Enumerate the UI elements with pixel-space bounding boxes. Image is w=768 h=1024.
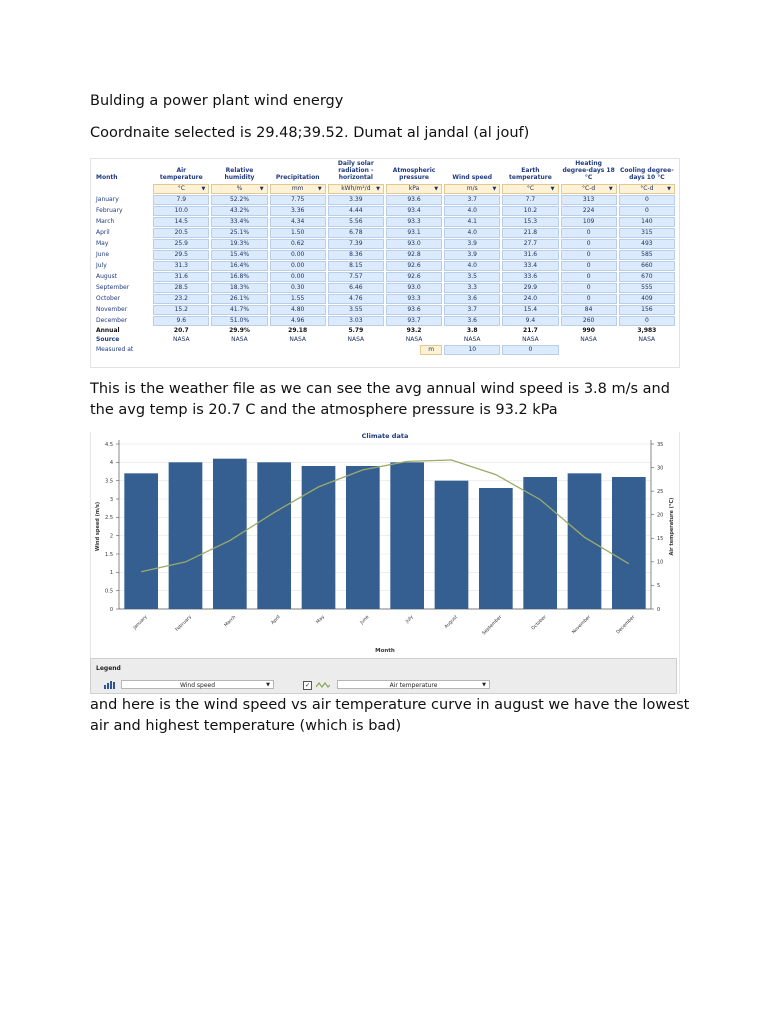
table-cell[interactable]: 315	[619, 228, 675, 238]
table-cell[interactable]: 16.8%	[211, 272, 267, 282]
y2-tick-label: 15	[657, 536, 664, 543]
x-tick-label: March	[223, 614, 238, 629]
table-cell[interactable]: 93.0	[386, 283, 442, 293]
table-cell[interactable]: 18.3%	[211, 283, 267, 293]
table-cell[interactable]: 21.8	[502, 228, 558, 238]
air-temperature-checkbox[interactable]: ✓	[304, 682, 311, 689]
bar-chart-icon	[103, 680, 115, 689]
table-cell[interactable]: 156	[619, 305, 675, 315]
y-tick-label: 2	[109, 533, 113, 540]
climate-chart	[90, 432, 680, 694]
y2-tick-label: 5	[657, 583, 661, 590]
row-label: December	[96, 317, 128, 324]
table-cell[interactable]: 27.7	[502, 239, 558, 249]
x-tick-label: February	[174, 614, 193, 633]
heading-text: Bulding a power plant wind energy	[90, 93, 344, 109]
unit-label: kWh/m²/d	[341, 185, 371, 192]
table-cell[interactable]: 29.9	[502, 283, 558, 293]
table-cell[interactable]: 0.00	[270, 261, 326, 271]
table-cell[interactable]: 0.62	[270, 239, 326, 249]
blank-cell	[93, 184, 151, 194]
column-header: Daily solar radiation - horizontal	[337, 160, 374, 181]
table-cell[interactable]: 0	[561, 272, 617, 282]
table-cell[interactable]: 25.9	[153, 239, 209, 249]
table-row	[93, 195, 675, 205]
x-tick-label: October	[531, 614, 548, 632]
table-cell[interactable]: 15.2	[153, 305, 209, 315]
bar-wind-speed	[257, 462, 291, 609]
x-tick-label: September	[481, 614, 504, 637]
table-cell[interactable]: 20.5	[153, 228, 209, 238]
chevron-down-icon: ▼	[201, 186, 206, 192]
measured-unit-label: m	[420, 345, 442, 355]
bar-wind-speed	[612, 477, 646, 609]
table-cell[interactable]: 0	[561, 261, 617, 271]
table-row	[93, 272, 675, 282]
climate-chart-svg	[91, 432, 679, 658]
column-header: Precipitation	[275, 174, 320, 181]
table-cell[interactable]: 3.9	[444, 239, 500, 249]
y-tick-label: 1.5	[105, 551, 113, 558]
table-cell[interactable]: 28.5	[153, 283, 209, 293]
table-row	[93, 261, 675, 271]
table-cell[interactable]: 92.6	[386, 261, 442, 271]
bar-wind-speed	[390, 462, 424, 609]
weather-data-table	[90, 158, 680, 368]
table-cell: 29.18	[288, 327, 308, 334]
unit-label: °C	[526, 185, 535, 192]
table-cell[interactable]: 93.0	[386, 239, 442, 249]
table-row	[93, 228, 675, 238]
table-cell: NASA	[522, 336, 539, 343]
table-cell[interactable]: 260	[561, 316, 617, 326]
y-tick-label: 0.5	[105, 588, 113, 595]
row-label: September	[96, 284, 130, 291]
table-cell: 20.7	[173, 327, 189, 334]
table-cell: 3.8	[466, 327, 478, 334]
table-cell[interactable]: 3.7	[444, 305, 500, 315]
table-cell: NASA	[638, 336, 656, 343]
table-cell[interactable]: 93.1	[386, 228, 442, 238]
table-cell[interactable]: 4.96	[270, 316, 326, 326]
table-cell[interactable]: 14.5	[153, 217, 209, 227]
table-header-row	[93, 160, 675, 183]
table-cell[interactable]: 3.6	[444, 316, 500, 326]
table-cell[interactable]: 41.7%	[211, 305, 267, 315]
table-cell[interactable]: 52.2%	[211, 195, 267, 205]
y-tick-label: 1	[109, 570, 113, 577]
x-tick-label: June	[359, 614, 371, 626]
y-tick-label: 4	[109, 460, 113, 467]
table-cell: NASA	[347, 336, 365, 343]
row-label: January	[96, 196, 119, 203]
table-cell[interactable]: 0	[619, 206, 675, 216]
table-unit-row	[93, 184, 675, 194]
table-row	[93, 206, 675, 216]
row-label: May	[96, 240, 109, 247]
table-cell[interactable]: 0	[561, 294, 617, 304]
table-cell[interactable]: 585	[619, 250, 675, 260]
table-cell[interactable]: 7.57	[328, 272, 384, 282]
table-cell[interactable]: 93.6	[386, 195, 442, 205]
chevron-down-icon: ▼	[434, 186, 439, 192]
table-cell[interactable]: 0	[561, 239, 617, 249]
table-cell[interactable]: 29.5	[153, 250, 209, 260]
table-cell[interactable]: 31.3	[153, 261, 209, 271]
table-cell[interactable]: 1.55	[270, 294, 326, 304]
row-label: Annual	[96, 327, 120, 334]
table-row	[93, 217, 675, 227]
table-cell: 29.9%	[229, 327, 250, 334]
table-cell[interactable]: 4.34	[270, 217, 326, 227]
table-cell[interactable]: 31.6	[502, 250, 558, 260]
table-row	[93, 283, 675, 293]
conclusion-text: and here is the wind speed vs air temperature curve in august we have the lowest air and highest temperature (which is bad)	[90, 697, 690, 734]
chevron-down-icon: ▼	[482, 682, 486, 688]
table-cell[interactable]: 660	[619, 261, 675, 271]
x-axis-label: Month	[375, 648, 395, 654]
unit-label: %	[236, 185, 243, 192]
measured-earth-depth[interactable]: 0	[502, 345, 558, 355]
legend-title: Legend	[96, 665, 121, 672]
table-cell[interactable]: 6.46	[328, 283, 384, 293]
table-cell[interactable]: 0.30	[270, 283, 326, 293]
table-row	[93, 294, 675, 304]
table-cell[interactable]: 9.4	[502, 316, 558, 326]
table-cell[interactable]: 92.8	[386, 250, 442, 260]
unit-select[interactable]	[153, 184, 209, 194]
chevron-down-icon: ▼	[667, 186, 671, 192]
x-tick-label: July	[405, 614, 415, 625]
chevron-down-icon: ▼	[550, 186, 555, 192]
table-cell[interactable]: 16.4%	[211, 261, 267, 271]
chevron-down-icon: ▼	[492, 186, 497, 192]
table-cell: NASA	[231, 336, 248, 343]
table-cell: NASA	[289, 336, 306, 343]
table-cell[interactable]: 1.50	[270, 228, 326, 238]
table-cell[interactable]: 93.6	[386, 305, 442, 315]
table-cell[interactable]: 33.4%	[211, 217, 267, 227]
table-cell[interactable]: 93.3	[386, 294, 442, 304]
table-row	[93, 327, 675, 335]
chevron-down-icon: ▼	[376, 186, 380, 192]
table-cell[interactable]: 313	[561, 195, 617, 205]
table-cell[interactable]: 33.4	[502, 261, 558, 271]
column-header: Relative humidity	[224, 167, 255, 181]
x-tick-label: August	[444, 614, 459, 630]
table-cell[interactable]: 9.6	[153, 316, 209, 326]
table-cell[interactable]: 43.2%	[211, 206, 267, 216]
table-cell: NASA	[580, 336, 597, 343]
table-cell[interactable]: 24.0	[502, 294, 558, 304]
empty-cell	[211, 345, 267, 355]
table-cell[interactable]: 0.00	[270, 250, 326, 260]
table-cell[interactable]: 6.78	[328, 228, 384, 238]
table-row	[93, 316, 675, 326]
table-cell[interactable]: 92.6	[386, 272, 442, 282]
air-temperature-select[interactable]	[337, 680, 490, 689]
bar-wind-speed	[124, 473, 158, 609]
table-cell[interactable]: 670	[619, 272, 675, 282]
table-cell[interactable]: 7.7	[502, 195, 558, 205]
y2-tick-label: 30	[657, 465, 664, 472]
table-cell[interactable]: 0	[619, 316, 675, 326]
column-header: Cooling degree-days 10 °C	[620, 167, 674, 181]
empty-cell	[561, 345, 617, 355]
row-label: August	[96, 273, 117, 280]
unit-select[interactable]	[444, 184, 500, 194]
bar-wind-speed	[479, 488, 513, 609]
column-header: Air temperature	[159, 167, 203, 181]
chevron-down-icon: ▼	[608, 186, 613, 192]
table-cell[interactable]: 51.0%	[211, 316, 267, 326]
y2-axis-label: Air temperature (°C)	[669, 497, 675, 556]
y-axis-label: Wind speed (m/s)	[95, 501, 101, 552]
table-cell[interactable]: 84	[561, 305, 617, 315]
table-cell[interactable]: 8.36	[328, 250, 384, 260]
y-tick-label: 3	[109, 496, 113, 503]
table-cell[interactable]: 4.76	[328, 294, 384, 304]
table-cell[interactable]: 19.3%	[211, 239, 267, 249]
y-tick-label: 0	[109, 606, 113, 613]
column-header: Earth temperature	[509, 167, 552, 181]
table-row	[93, 345, 675, 355]
table-cell[interactable]: 15.3	[502, 217, 558, 227]
empty-cell	[619, 345, 675, 355]
table-cell[interactable]: 26.1%	[211, 294, 267, 304]
table-cell: 21.7	[523, 327, 538, 334]
table-row	[93, 250, 675, 260]
table-cell[interactable]: 93.7	[386, 316, 442, 326]
column-header: Heating degree-days 18 °C	[562, 160, 615, 181]
table-cell[interactable]: 4.1	[444, 217, 500, 227]
table-cell[interactable]: 3.39	[328, 195, 384, 205]
measured-unit-select[interactable]	[386, 345, 442, 355]
table-row	[93, 336, 675, 344]
unit-label: °C	[177, 185, 185, 192]
air-temperature-select-value: Air temperature	[389, 682, 438, 689]
table-cell[interactable]: 8.15	[328, 261, 384, 271]
unit-label: °C-d	[640, 185, 654, 192]
table-cell[interactable]: 4.44	[328, 206, 384, 216]
bar-wind-speed	[568, 473, 602, 609]
table-cell[interactable]: 31.6	[153, 272, 209, 282]
row-label: February	[96, 207, 123, 214]
table-cell[interactable]: 224	[561, 206, 617, 216]
bar-wind-speed	[346, 466, 380, 609]
table-cell[interactable]: 3.55	[328, 305, 384, 315]
column-header: Atmospheric pressure	[392, 167, 436, 181]
table-cell[interactable]: 4.0	[444, 228, 500, 238]
row-label: April	[96, 229, 110, 236]
x-tick-label: November	[571, 614, 592, 636]
y-tick-label: 4.5	[105, 441, 113, 448]
row-label: November	[96, 306, 128, 313]
x-tick-label: May	[315, 614, 326, 626]
unit-label: °C-d	[582, 185, 596, 192]
table-cell[interactable]: 7.75	[270, 195, 326, 205]
measured-wind-height[interactable]: 10	[444, 345, 500, 355]
unit-label: m/s	[466, 185, 478, 192]
y-tick-label: 2.5	[105, 515, 113, 522]
wind-speed-select[interactable]	[121, 680, 274, 689]
table-cell[interactable]: 93.4	[386, 206, 442, 216]
table-cell[interactable]: 109	[561, 217, 617, 227]
table-cell[interactable]: 15.4	[502, 305, 558, 315]
chart-legend-panel	[90, 658, 677, 694]
table-cell[interactable]: 3.9	[444, 250, 500, 260]
chevron-down-icon: ▼	[266, 682, 270, 688]
table-cell[interactable]: 3.7	[444, 195, 500, 205]
table-cell[interactable]: 33.6	[502, 272, 558, 282]
y2-tick-label: 35	[657, 441, 664, 448]
bar-wind-speed	[169, 462, 203, 609]
table-cell[interactable]: 93.3	[386, 217, 442, 227]
table-cell: NASA	[463, 336, 481, 343]
chart-title: Climate data	[361, 432, 409, 440]
table-cell[interactable]: 3.03	[328, 316, 384, 326]
unit-select[interactable]	[328, 184, 384, 194]
table-cell[interactable]: 3.5	[444, 272, 500, 282]
table-cell: 3,983	[637, 327, 657, 334]
row-label: March	[96, 218, 115, 225]
table-cell[interactable]: 7.39	[328, 239, 384, 249]
x-tick-label: December	[615, 614, 637, 636]
table-cell[interactable]: 493	[619, 239, 675, 249]
y-tick-label: 3.5	[105, 478, 113, 485]
table-cell[interactable]: 0	[561, 283, 617, 293]
unit-label: kPa	[408, 185, 420, 192]
table-cell[interactable]: 5.56	[328, 217, 384, 227]
chevron-down-icon: ▼	[317, 186, 322, 192]
table-cell[interactable]: 409	[619, 294, 675, 304]
weather-summary-text: This is the weather file as we can see the avg annual wind speed is 3.8 m/s and the avg temp is 20.7 C and the atmosphere pressure is 93.2 kPa	[90, 381, 670, 418]
unit-select[interactable]	[619, 184, 675, 194]
empty-cell	[153, 345, 209, 355]
table-cell[interactable]: 3.6	[444, 294, 500, 304]
table-cell[interactable]: 140	[619, 217, 675, 227]
table-cell[interactable]: 0	[561, 228, 617, 238]
table-cell[interactable]: 15.4%	[211, 250, 267, 260]
row-label: Measured at	[96, 346, 134, 353]
bar-wind-speed	[523, 477, 557, 609]
line-chart-icon	[316, 681, 330, 689]
unit-select[interactable]	[561, 184, 617, 194]
table-cell[interactable]: 0	[561, 250, 617, 260]
x-tick-label: April	[270, 614, 282, 626]
table-cell[interactable]: 555	[619, 283, 675, 293]
table-cell: 990	[582, 327, 595, 334]
table-cell: NASA	[172, 336, 190, 343]
wind-speed-select-value: Wind speed	[179, 682, 216, 689]
chevron-down-icon: ▼	[259, 186, 264, 192]
table-cell: NASA	[405, 336, 423, 343]
table-row	[93, 305, 675, 315]
table-cell: 5.79	[348, 327, 364, 334]
table-cell[interactable]: 4.0	[444, 261, 500, 271]
empty-cell	[270, 345, 326, 355]
unit-select[interactable]	[386, 184, 442, 194]
table-cell[interactable]: 4.0	[444, 206, 500, 216]
unit-select[interactable]	[211, 184, 267, 194]
table-cell[interactable]: 0.00	[270, 272, 326, 282]
row-label: June	[96, 251, 110, 258]
empty-cell	[328, 345, 384, 355]
y2-tick-label: 0	[657, 606, 661, 613]
column-header: Month	[96, 174, 118, 181]
table-cell[interactable]: 3.36	[270, 206, 326, 216]
table-cell: 93.2	[406, 327, 422, 334]
y2-tick-label: 20	[657, 512, 664, 519]
table-cell[interactable]: 4.80	[270, 305, 326, 315]
row-label: October	[96, 295, 121, 302]
unit-select[interactable]	[502, 184, 558, 194]
y2-tick-label: 25	[657, 488, 664, 495]
coordinate-text: Coordnaite selected is 29.48;39.52. Dumat al jandal (al jouf)	[90, 125, 530, 141]
column-header: Wind speed	[452, 174, 493, 181]
table-cell[interactable]: 3.3	[444, 283, 500, 293]
table-cell[interactable]: 10.0	[153, 206, 209, 216]
table-row	[93, 239, 675, 249]
unit-label: mm	[291, 185, 304, 192]
row-label: Source	[96, 336, 120, 343]
y2-tick-label: 10	[657, 559, 664, 566]
unit-select[interactable]	[270, 184, 326, 194]
table-cell[interactable]: 7.9	[153, 195, 209, 205]
table-cell[interactable]: 0	[619, 195, 675, 205]
table-cell[interactable]: 10.2	[502, 206, 558, 216]
x-tick-label: January	[132, 614, 149, 631]
table-cell[interactable]: 25.1%	[211, 228, 267, 238]
row-label: July	[96, 262, 107, 269]
table-cell[interactable]: 23.2	[153, 294, 209, 304]
bar-wind-speed	[435, 481, 469, 609]
